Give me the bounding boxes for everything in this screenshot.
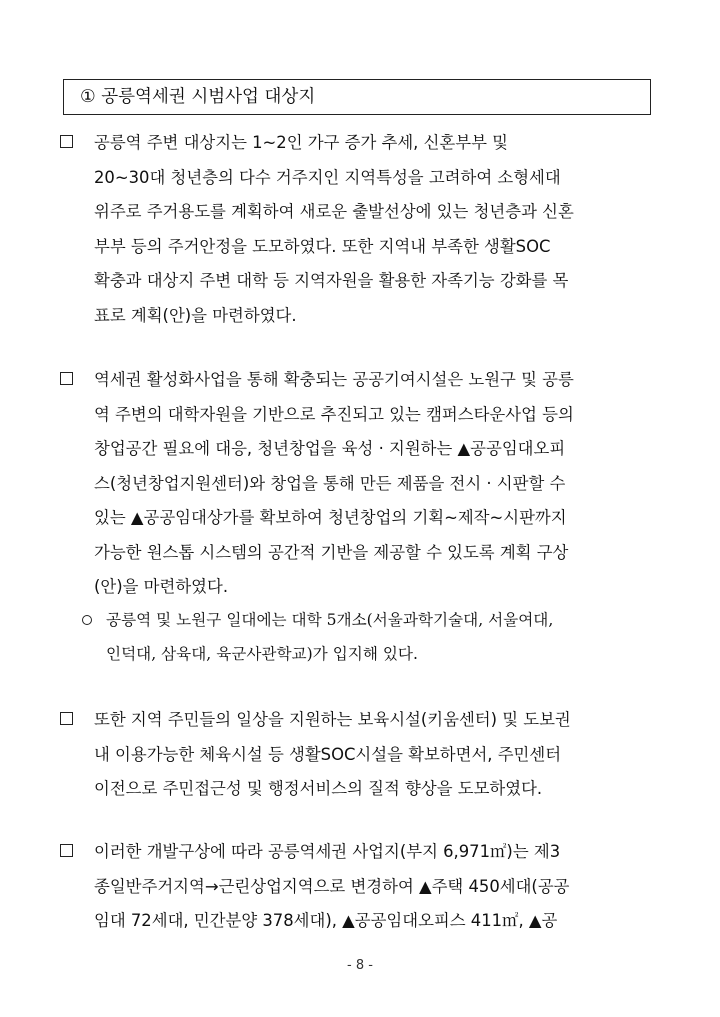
sub-bullet-line: 공릉역 및 노원구 일대에는 대학 5개소(서울과학기술대, 서울여대,	[80, 603, 670, 637]
paragraph-line: 가능한 원스톱 시스템의 공간적 기반을 제공할 수 있도록 계획 구상	[94, 542, 569, 562]
sub-bullet-paragraph	[80, 603, 670, 671]
paragraph-line: 종일반주거지역→근린상업지역으로 변경하여 ▲주택 450세대(공공	[94, 876, 570, 896]
paragraph-4	[56, 835, 666, 939]
section-title-box	[63, 79, 651, 115]
page-number: - 8 -	[347, 958, 373, 973]
paragraph-line: 또한 지역 주민들의 일상을 지원하는 보육시설(키움센터) 및 도보권	[56, 703, 666, 738]
paragraph-line: 임대 72세대, 민간분양 378세대), ▲공공임대오피스 411㎡, ▲공	[94, 911, 558, 930]
paragraph-line: 20~30대 청년층의 다수 거주지인 지역특성을 고려하여 소형세대	[94, 167, 561, 187]
paragraph-1	[56, 126, 666, 333]
square-bullet-icon	[60, 712, 73, 725]
circle-bullet-icon	[82, 615, 92, 625]
paragraph-line: 이전으로 주민접근성 및 행정서비스의 질적 향상을 도모하였다.	[94, 779, 543, 798]
paragraph-line: 스(청년창업지원센터)와 창업을 통해 만든 제품을 전시 · 시판할 수	[94, 473, 566, 493]
paragraph-line: (안)을 마련하였다.	[94, 577, 229, 596]
sub-bullet-line: 인덕대, 삼육대, 육군사관학교)가 입지해 있다.	[106, 645, 418, 663]
paragraph-line: 공릉역 주변 대상지는 1~2인 가구 증가 추세, 신혼부부 및	[56, 126, 666, 161]
paragraph-2	[56, 363, 666, 605]
paragraph-3	[56, 703, 666, 807]
paragraph-line: 있는 ▲공공임대상가를 확보하여 청년창업의 기획~제작~시판까지	[94, 508, 567, 527]
paragraph-line: 창업공간 필요에 대응, 청년창업을 육성 · 지원하는 ▲공공임대오피	[94, 439, 566, 458]
square-bullet-icon	[60, 372, 73, 385]
square-bullet-icon	[60, 135, 73, 148]
paragraph-line: 이러한 개발구상에 따라 공릉역세권 사업지(부지 6,971㎡)는 제3	[56, 835, 666, 870]
section-title: ① 공릉역세권 시범사업 대상지	[80, 87, 316, 107]
square-bullet-icon	[60, 844, 73, 857]
paragraph-line: 위주로 주거용도를 계획하여 새로운 출발선상에 있는 청년층과 신혼	[94, 202, 574, 221]
paragraph-line: 표로 계획(안)을 마련하였다.	[94, 305, 297, 325]
paragraph-line: 확충과 대상지 주변 대학 등 지역자원을 활용한 자족기능 강화를 목	[94, 271, 569, 290]
paragraph-line: 부부 등의 주거안정을 도모하였다. 또한 지역내 부족한 생활SOC	[94, 236, 551, 256]
paragraph-line: 내 이용가능한 체육시설 등 생활SOC시설을 확보하면서, 주민센터	[94, 744, 562, 764]
paragraph-line: 역세권 활성화사업을 통해 확충되는 공공기여시설은 노원구 및 공릉	[56, 363, 666, 398]
paragraph-line: 역 주변의 대학자원을 기반으로 추진되고 있는 캠퍼스타운사업 등의	[94, 404, 574, 424]
